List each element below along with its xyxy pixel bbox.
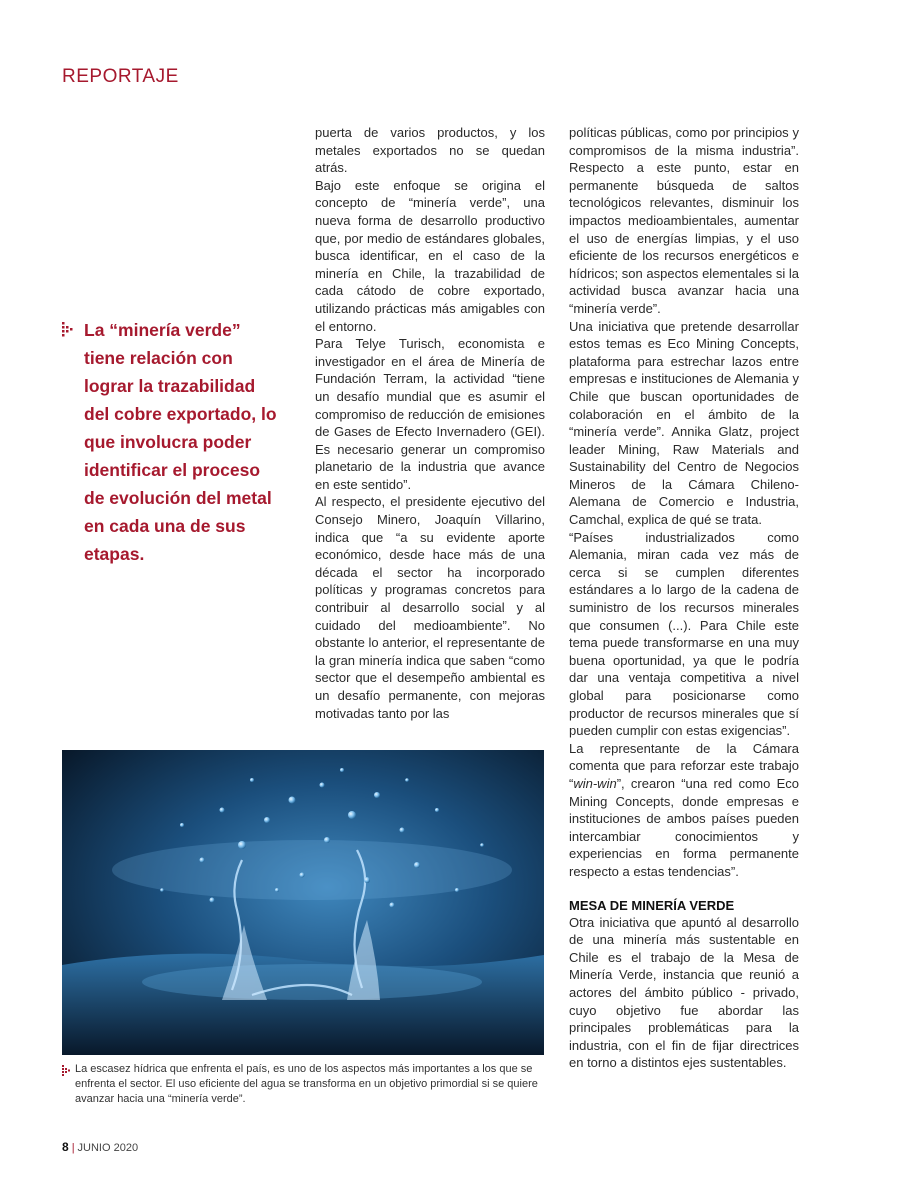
page-number: 8 (62, 1140, 69, 1154)
paragraph: Al respecto, el presidente ejecutivo del Consejo Minero, Joaquín Villarino, indica que “a su evidente aporte económico, desde hace más de una década el sector ha incorporado políticas y programas concretos para contribuir al desarrollo social y al cuidado del medioambiente”. No obstante lo anterior, el representante de la gran minería indica que saben “como sector que el desempeño ambiental es un desafío permanente, con mejoras motivadas tanto por las (315, 494, 545, 721)
paragraph: puerta de varios productos, y los metales exportados no se quedan atrás. (315, 125, 545, 176)
pull-quote (62, 316, 282, 568)
paragraph: políticas públicas, como por principios y compromisos de la misma industria”. Respecto a este punto, estar en permanente búsqueda de saltos tecnológicos relevantes, disminuir los impactos medioambientales, aumentar el uso de energías limpias, y el uso eficiente de los recursos energéticos e hídricos; son aspectos elementales si la actividad busca avanzar hacia una “minería verde”. (569, 125, 799, 316)
caption-text: La escasez hídrica que enfrenta el país, es uno de los aspectos más importantes a los que se enfrenta el sector. El uso eficiente del agua se transforma en un objetivo primordial si se quiere avanzar hacia una “minería verde”. (75, 1063, 538, 1105)
paragraph: “Países industrializados como Alemania, miran cada vez más de cerca si se cumplen diferentes estándares a lo largo de la cadena de suministro de los recursos minerales que consumen (...). Para Chile este tema puede transformarse en una muy buena oportunidad, ya que le podría dar una ventaja competitiva a nivel global para posicionarse como productor de recursos minerales que sí pueden cumplir con estas exigencias”. (569, 529, 799, 739)
issue-date: JUNIO 2020 (77, 1142, 139, 1154)
article-column-3 (569, 124, 799, 1072)
water-splash-photo (62, 750, 544, 1055)
text-span: ”, crearon “una red como Eco Mining Concepts, donde empresas e instituciones de ambos países pueden intercambiar conocimientos y experiencias en forma permanente respecto a estas tendencias”. (569, 775, 799, 879)
paragraph: Otra iniciativa que apuntó al desarrollo de una minería más sustentable en Chile es el trabajo de la Mesa de Minería Verde, instancia que reunió a actores del ámbito público - privado, cuyo objetivo fue abordar las principales problemáticas para la industria, con el fin de fijar directrices en torno a distintos ejes sustentables. (569, 914, 799, 1071)
dot-grid-icon (62, 1065, 72, 1077)
text-span: La representante de la Cámara comenta que para reforzar este trabajo “ (569, 740, 799, 791)
section-label: REPORTAJE (62, 66, 179, 87)
photo-caption (62, 1062, 547, 1107)
dot-grid-icon (62, 322, 76, 338)
italic-term: win-win (573, 775, 617, 791)
paragraph: Una iniciativa que pretende desarrollar estos temas es Eco Mining Concepts, plataforma para estrechar lazos entre empresas e instituciones de Alemania y Chile que buscan oportunidades de colaboración en el ámbito de la “minería verde”. Annika Glatz, project leader Mining, Raw Materials and Sustainability del Centro de Negocios Mineros de la Cámara Chileno-Alemana de Comercio e Industria, Camchal, explica de qué se trata. (569, 318, 799, 528)
paragraph (569, 740, 799, 881)
footer-separator: | (71, 1142, 75, 1154)
paragraph: Para Telye Turisch, economista e investigador en el área de Minería de Fundación Terram, la actividad “tiene un desafío mundial que es asumir el compromiso de reducción de emisiones de Gases de Efecto Invernadero (GEI). Es necesario generar un compromiso planetario de la industria que avance en este sentido”. (315, 336, 545, 492)
pull-quote-text: La “minería verde” tiene relación con lograr la trazabilidad del cobre exportado, lo que involucra poder identificar el proceso de evolución del metal en cada una de sus etapas. (84, 320, 277, 564)
subheading: MESA DE MINERÍA VERDE (569, 897, 735, 913)
paragraph: Bajo este enfoque se origina el concepto de “minería verde”, una nueva forma de desarrollo productivo que, por medio de estándares globales, busca identificar, en el caso de la minería en Chile, la trazabilidad de cada cátodo de cobre exportado, utilizando prácticas más amigables con el entorno. (315, 177, 545, 334)
page-footer (62, 1140, 138, 1154)
article-column-2 (315, 124, 545, 722)
water-splash-illustration (62, 750, 544, 1055)
